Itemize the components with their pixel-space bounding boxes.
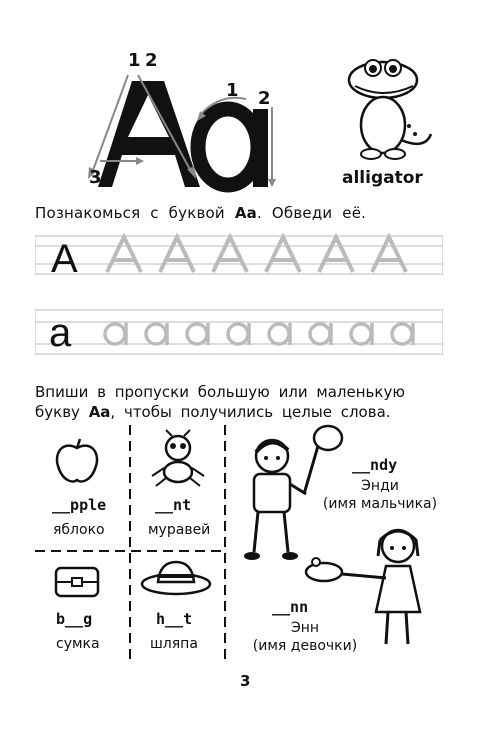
word-hat-caption: шляпа: [150, 636, 198, 652]
tracing-row-lower: [35, 306, 443, 356]
word-andy-caption: Энди: [361, 478, 399, 494]
task2-text-before: букву: [35, 403, 89, 421]
stroke-number-1-lower: 1: [226, 80, 239, 101]
ant-picture: [148, 428, 208, 490]
task2-line2: [35, 402, 465, 422]
intro-instruction: [35, 204, 366, 222]
word-bag-caption: сумка: [56, 636, 100, 652]
alligator-word: alligator: [342, 168, 423, 188]
word-andy-caption2: (имя мальчика): [322, 496, 438, 512]
stroke-number-3: 3: [89, 167, 102, 188]
trace-letters-lower: [105, 323, 413, 345]
alligator-picture: [335, 50, 435, 165]
task2-letter: Aa: [88, 403, 111, 421]
intro-text-after: . Обведи её.: [256, 204, 367, 222]
word-hat-pattern: h__t: [156, 610, 193, 628]
letter-aa-diagram: [40, 45, 290, 195]
task2-line1: Впиши в пропуски большую или маленькую: [35, 383, 405, 401]
word-ann-caption2: (имя девочки): [252, 638, 358, 654]
intro-letter: Aa: [234, 204, 257, 222]
word-ant-caption: муравей: [148, 522, 211, 538]
apple-picture: [52, 436, 102, 486]
page-number: 3: [240, 672, 251, 690]
model-letter-upper: A: [51, 237, 78, 281]
word-andy-pattern: __ndy: [352, 456, 398, 474]
tracing-row-upper: [35, 232, 443, 282]
word-bag-pattern: b__g: [56, 610, 93, 628]
task2-text-after: , чтобы получились целые слова.: [110, 403, 391, 421]
word-apple-caption: яблоко: [53, 522, 105, 538]
bag-picture: [52, 560, 102, 600]
trace-letters-upper: [107, 237, 406, 272]
word-ann-caption: Энн: [290, 620, 320, 636]
task2-instruction: [35, 382, 465, 422]
word-apple-pattern: __pple: [52, 496, 107, 514]
hat-picture: [138, 556, 214, 600]
stroke-number-2-lower: 2: [258, 88, 271, 109]
stroke-number-2: 2: [145, 50, 158, 71]
word-ant-pattern: __nt: [155, 496, 192, 514]
intro-text-before: Познакомься с буквой: [35, 204, 235, 222]
model-letter-lower: a: [49, 311, 72, 355]
stroke-number-1: 1: [128, 50, 141, 71]
big-letter-a-lower: [198, 109, 258, 185]
word-ann-pattern: __nn: [272, 598, 309, 616]
